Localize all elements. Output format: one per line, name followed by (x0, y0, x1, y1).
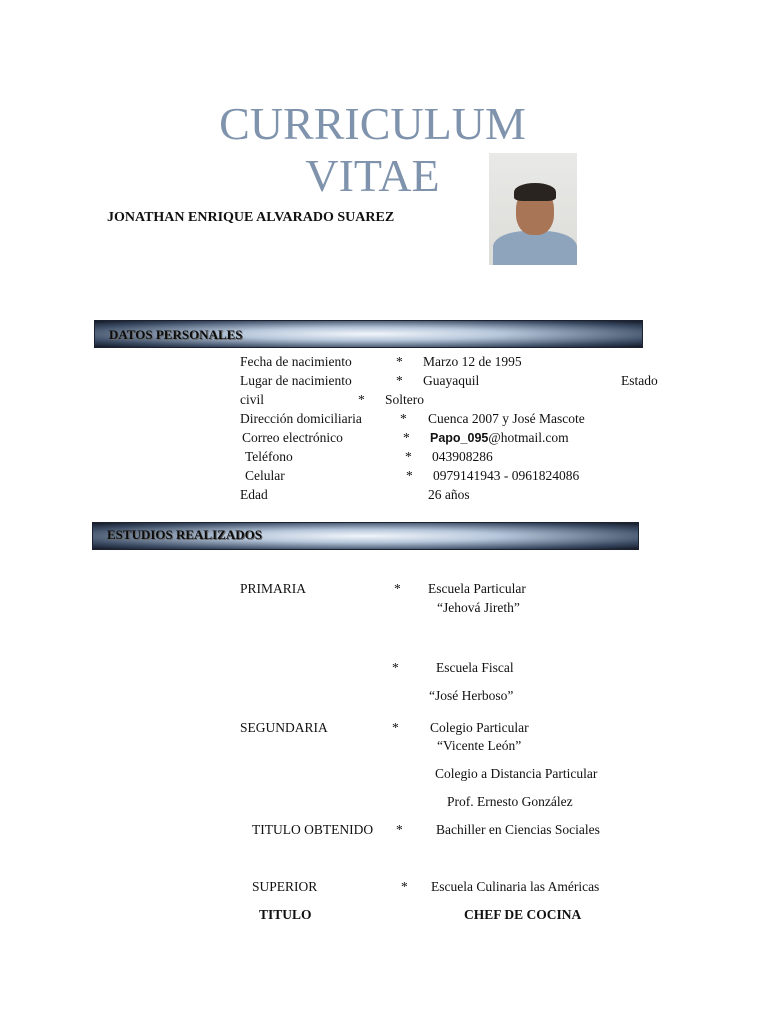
secondary-school-2-name: Prof. Ernesto González (447, 794, 573, 809)
section-title-personal: DATOS PERSONALES (109, 327, 243, 342)
primary-label: PRIMARIA (240, 581, 307, 596)
birth-date-label: Fecha de nacimiento (240, 354, 352, 369)
bullet: * (403, 430, 410, 445)
bullet: * (401, 879, 408, 894)
civil-status-label-part-2: civil (240, 392, 264, 407)
primary-school-1: Escuela Particular (428, 581, 526, 596)
primary-school-2-name: “José Herboso” (429, 688, 514, 703)
title-label: TITULO (259, 907, 312, 922)
civil-status-value: Soltero (385, 392, 424, 407)
mobile-label: Celular (245, 468, 285, 483)
section-bar-studies (92, 522, 639, 550)
bullet: * (392, 720, 399, 735)
bullet: * (394, 581, 401, 596)
bullet: * (400, 411, 407, 426)
profile-photo (489, 153, 577, 265)
secondary-school-1-name: “Vicente León” (437, 738, 522, 753)
age-value: 26 años (428, 487, 470, 502)
bullet: * (396, 822, 403, 837)
primary-school-1-name: “Jehová Jireth” (437, 600, 520, 615)
secondary-school-1: Colegio Particular (430, 720, 529, 735)
email-value (430, 430, 569, 446)
bullet: * (358, 392, 365, 407)
mobile-value: 0979141943 - 0961824086 (433, 468, 580, 483)
address-value: Cuenca 2007 y José Mascote (428, 411, 585, 426)
candidate-name: JONATHAN ENRIQUE ALVARADO SUAREZ (107, 210, 395, 225)
superior-label: SUPERIOR (252, 879, 318, 894)
title-obtained-label: TITULO OBTENIDO (252, 822, 374, 837)
bullet: * (406, 468, 413, 483)
birth-place-value: Guayaquil (423, 373, 480, 388)
secondary-school-2: Colegio a Distancia Particular (435, 766, 598, 781)
cv-title-line-1: CURRICULUM (219, 98, 526, 149)
phone-value: 043908286 (432, 449, 493, 464)
email-domain: @hotmail.com (488, 430, 569, 445)
cv-title-line-2: VITAE (305, 150, 440, 201)
photo-hair (514, 183, 556, 201)
superior-value: Escuela Culinaria las Américas (431, 879, 600, 894)
phone-label: Teléfono (245, 449, 293, 464)
email-user: Papo_095 (430, 431, 489, 445)
birth-place-label: Lugar de nacimiento (240, 373, 352, 388)
photo-shirt (493, 231, 577, 265)
title-obtained-value: Bachiller en Ciencias Sociales (436, 822, 600, 837)
section-title-studies: ESTUDIOS REALIZADOS (107, 527, 262, 542)
title-value: CHEF DE COCINA (464, 907, 582, 922)
civil-status-label-part-1: Estado (621, 373, 658, 388)
bullet: * (392, 660, 399, 675)
primary-school-2: Escuela Fiscal (436, 660, 514, 675)
bullet: * (405, 449, 412, 464)
bullet: * (396, 373, 403, 388)
secondary-label: SEGUNDARIA (240, 720, 328, 735)
bullet: * (396, 354, 403, 369)
address-label: Dirección domiciliaria (240, 411, 362, 426)
email-label: Correo electrónico (242, 430, 343, 445)
age-label: Edad (240, 487, 268, 502)
birth-date-value: Marzo 12 de 1995 (423, 354, 522, 369)
section-bar-personal (94, 320, 643, 348)
